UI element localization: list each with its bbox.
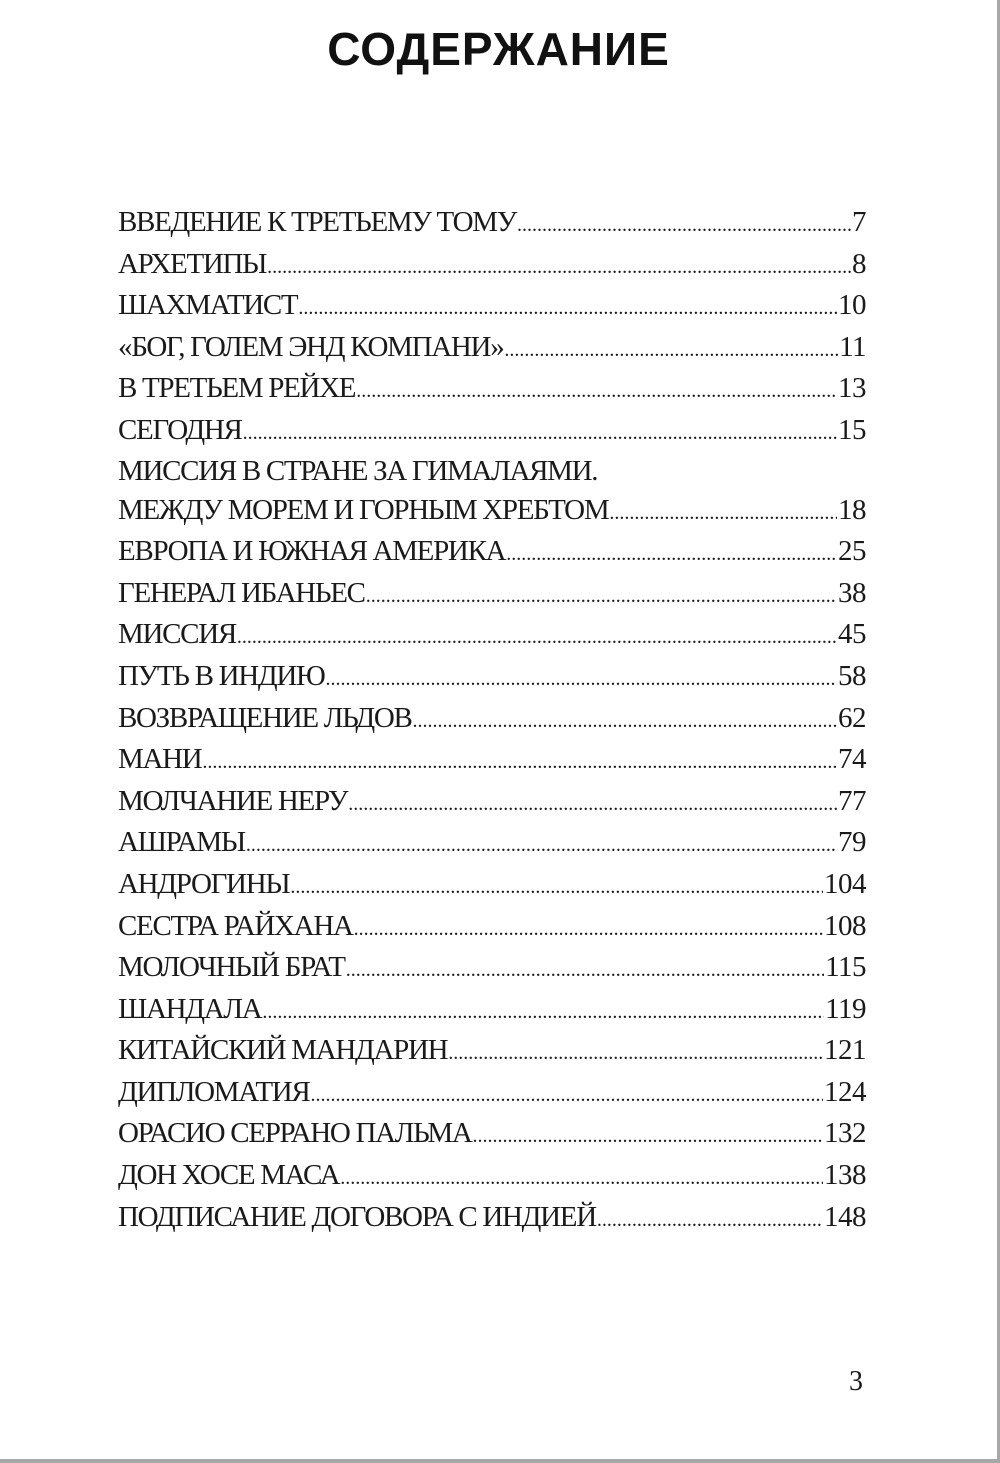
toc-entry-label: ДОН ХОСЕ МАСА bbox=[118, 1159, 340, 1192]
toc-entry bbox=[118, 202, 866, 244]
dot-leader bbox=[448, 1033, 823, 1075]
toc-entry-label: АШРАМЫ bbox=[118, 826, 245, 859]
toc-entry bbox=[118, 327, 866, 369]
toc-entry-page: 45 bbox=[838, 618, 866, 651]
toc-entry-label: АРХЕТИПЫ bbox=[118, 247, 267, 280]
toc-entry bbox=[118, 1155, 866, 1197]
dot-leader bbox=[202, 742, 837, 784]
toc-entry-page: 119 bbox=[825, 992, 866, 1025]
dot-leader bbox=[354, 909, 823, 951]
toc-entry-page: 38 bbox=[838, 576, 866, 609]
toc-entry bbox=[118, 656, 866, 698]
toc-entry-page: 124 bbox=[824, 1075, 866, 1108]
dot-leader bbox=[517, 205, 851, 247]
toc-entry bbox=[118, 1072, 866, 1114]
toc-entry-page: 8 bbox=[852, 247, 866, 280]
page-title: СОДЕРЖАНИЕ bbox=[327, 23, 670, 75]
toc-entry-label: ЕВРОПА И ЮЖНАЯ АМЕРИКА bbox=[118, 535, 506, 568]
toc-entry-label: ВВЕДЕНИЕ К ТРЕТЬЕМУ ТОМУ bbox=[118, 206, 516, 238]
toc-entry-page: 121 bbox=[824, 1034, 866, 1067]
dot-leader bbox=[413, 701, 837, 743]
toc-entry-label: ПОДПИСАНИЕ ДОГОВОРА С ИНДИЕЙ bbox=[118, 1200, 596, 1233]
toc-entry-page: 7 bbox=[852, 206, 866, 238]
toc-entry bbox=[118, 1113, 866, 1155]
dot-leader bbox=[246, 825, 837, 867]
dot-leader bbox=[356, 371, 837, 413]
dot-leader bbox=[267, 247, 851, 289]
toc-entry-page: 74 bbox=[838, 743, 866, 776]
toc-entry-page: 11 bbox=[839, 330, 866, 363]
toc-entry-page: 13 bbox=[838, 372, 866, 405]
toc-entry-label: МОЛОЧНЫЙ БРАТ bbox=[118, 951, 345, 984]
dot-leader bbox=[609, 493, 837, 535]
toc-entry-page: 104 bbox=[824, 867, 866, 900]
toc-entry-label: ГЕНЕРАЛ ИБАНЬЕС bbox=[118, 576, 365, 609]
toc-entry bbox=[118, 781, 866, 823]
dot-leader bbox=[310, 1075, 823, 1117]
dot-leader bbox=[243, 413, 837, 455]
toc-entry-label: МЕЖДУ МОРЕМ И ГОРНЫМ ХРЕБТОМ bbox=[118, 493, 609, 526]
page-number: 3 bbox=[849, 1366, 863, 1397]
toc-entry-label: «БОГ, ГОЛЕМ ЭНД КОМПАНИ» bbox=[118, 330, 504, 363]
toc-entry-page: 77 bbox=[838, 784, 866, 817]
toc-entry bbox=[118, 573, 866, 615]
toc-entry-line bbox=[118, 452, 866, 490]
dot-leader bbox=[346, 950, 824, 992]
toc-entry bbox=[118, 244, 866, 286]
dot-leader bbox=[473, 1116, 824, 1158]
toc-entry-page: 62 bbox=[838, 701, 866, 734]
toc-entry bbox=[118, 947, 866, 989]
dot-leader bbox=[348, 784, 837, 826]
toc-entry-page: 138 bbox=[824, 1159, 866, 1192]
toc-entry-label: ШАХМАТИСТ bbox=[118, 289, 298, 322]
toc-entry bbox=[118, 531, 866, 573]
toc-entry-label: КИТАЙСКИЙ МАНДАРИН bbox=[118, 1034, 448, 1067]
toc-entry-page: 25 bbox=[838, 535, 866, 568]
toc-entry-label: МИССИЯ В СТРАНЕ ЗА ГИМАЛАЯМИ. bbox=[118, 454, 598, 487]
toc-entry-label: ВОЗВРАЩЕНИЕ ЛЬДОВ bbox=[118, 701, 412, 734]
toc-entry-label: МАНИ bbox=[118, 743, 202, 776]
toc-entry-page: 58 bbox=[838, 659, 866, 692]
toc-entry bbox=[118, 989, 866, 1031]
toc-entry-label: ОРАСИО СЕРРАНО ПАЛЬМА bbox=[118, 1117, 472, 1150]
table-of-contents bbox=[118, 202, 866, 1238]
toc-entry-page: 108 bbox=[824, 909, 866, 942]
toc-entry-label: В ТРЕТЬЕМ РЕЙХЕ bbox=[118, 372, 356, 405]
toc-entry-label: ДИПЛОМАТИЯ bbox=[118, 1075, 310, 1108]
toc-entry-page: 15 bbox=[838, 413, 866, 446]
toc-entry bbox=[118, 285, 866, 327]
toc-entry-page: 132 bbox=[824, 1117, 866, 1150]
toc-entry bbox=[118, 822, 866, 864]
dot-leader bbox=[597, 1200, 823, 1242]
dot-leader bbox=[298, 288, 837, 330]
toc-entry bbox=[118, 1030, 866, 1072]
toc-entry-label: СЕГОДНЯ bbox=[118, 413, 242, 446]
toc-entry bbox=[118, 864, 866, 906]
toc-entry-page: 18 bbox=[838, 493, 866, 526]
dot-leader bbox=[506, 534, 837, 576]
toc-entry bbox=[118, 368, 866, 410]
dot-leader bbox=[237, 617, 837, 659]
toc-entry-page: 148 bbox=[824, 1200, 866, 1233]
toc-entry bbox=[118, 410, 866, 452]
toc-entry-page: 115 bbox=[825, 951, 866, 984]
toc-entry-label: МОЛЧАНИЕ НЕРУ bbox=[118, 784, 348, 817]
toc-entry-label: ПУТЬ В ИНДИЮ bbox=[118, 659, 325, 692]
toc-entry-label: ШАНДАЛА bbox=[118, 992, 262, 1025]
toc-entry-page: 10 bbox=[838, 289, 866, 322]
dot-leader bbox=[326, 659, 837, 701]
toc-entry bbox=[118, 1197, 866, 1239]
dot-leader bbox=[366, 576, 837, 618]
toc-entry-label: МИССИЯ bbox=[118, 618, 236, 651]
dot-leader bbox=[262, 992, 824, 1034]
toc-entry bbox=[118, 614, 866, 656]
toc-entry-label: АНДРОГИНЫ bbox=[118, 867, 290, 900]
toc-entry bbox=[118, 906, 866, 948]
toc-entry-label: СЕСТРА РАЙХАНА bbox=[118, 909, 353, 942]
dot-leader bbox=[290, 867, 823, 909]
dot-leader bbox=[504, 330, 838, 372]
dot-leader bbox=[340, 1158, 823, 1200]
toc-entry bbox=[118, 739, 866, 781]
toc-entry-page: 79 bbox=[838, 826, 866, 859]
toc-entry bbox=[118, 490, 866, 532]
toc-entry bbox=[118, 698, 866, 740]
